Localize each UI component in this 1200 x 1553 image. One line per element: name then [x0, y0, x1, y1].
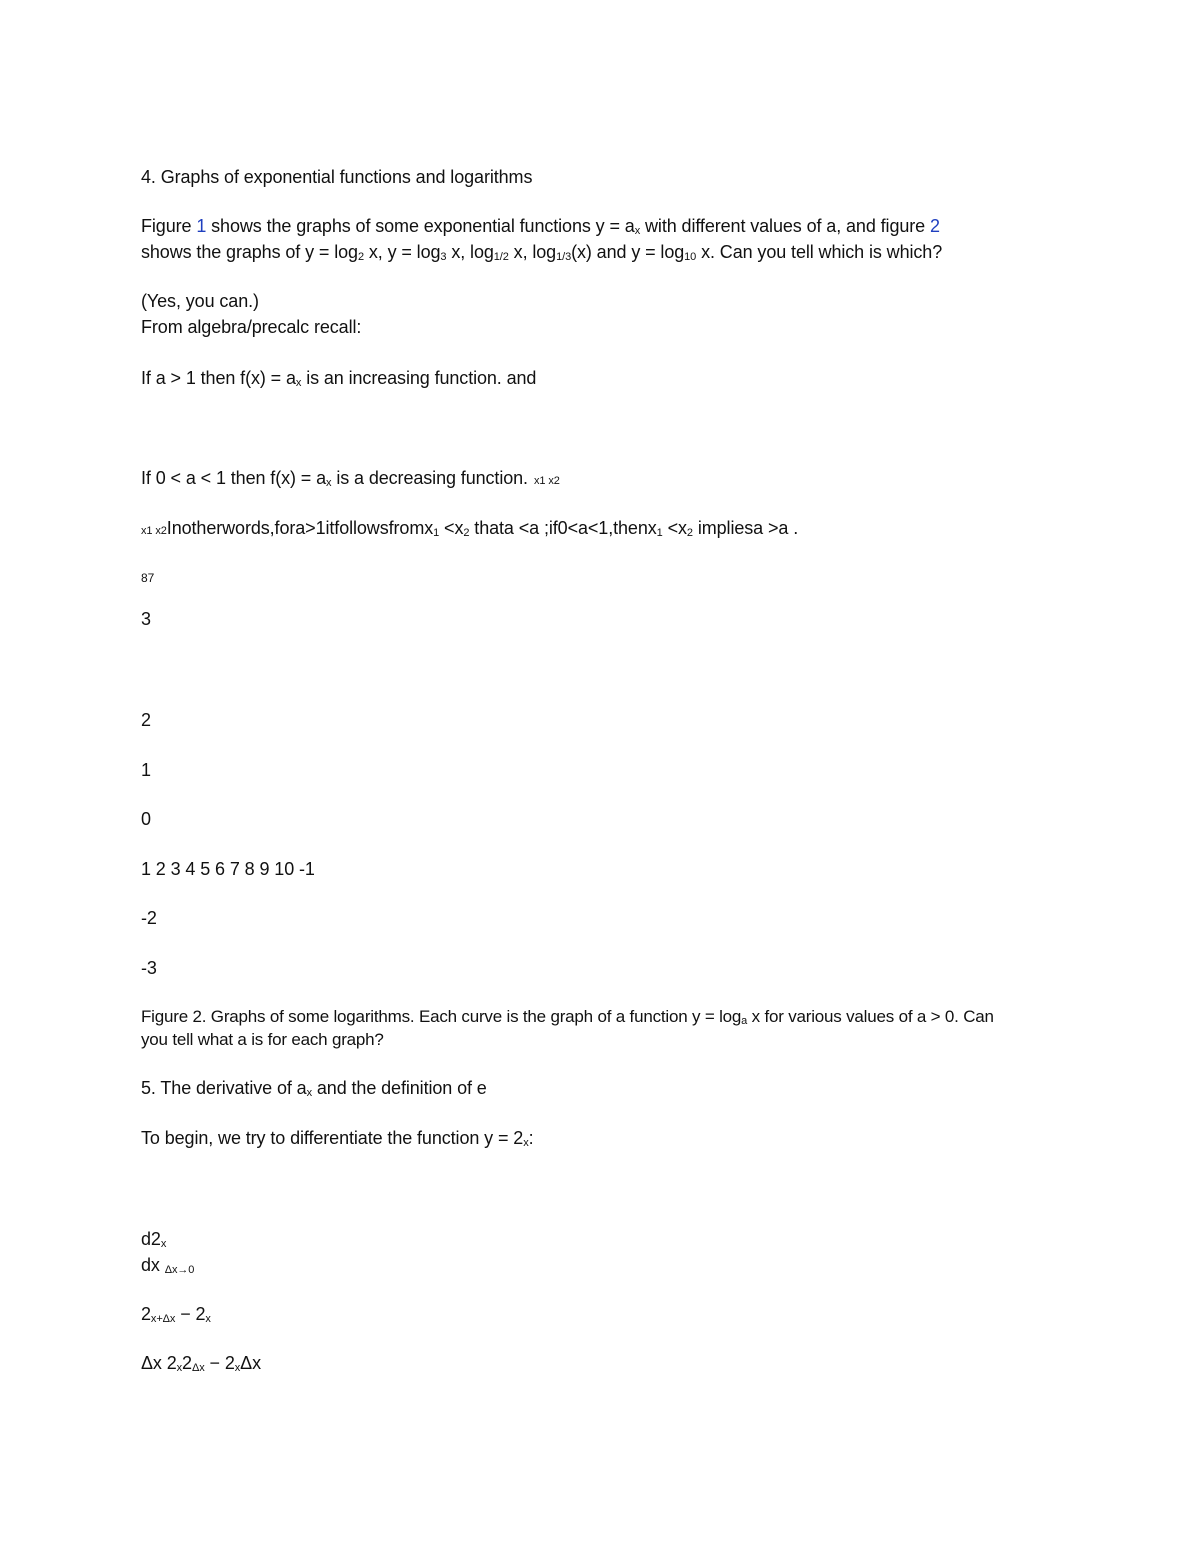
figure-2-caption-line-2 [141, 1028, 384, 1052]
text: with different values of a, and figure [640, 216, 930, 236]
text: 2 [182, 1353, 192, 1373]
text: dx [141, 1255, 160, 1275]
subscript: 2 [463, 527, 470, 539]
section-4-heading-text: 4. Graphs of exponential functions and logarithms [141, 167, 533, 187]
difference-quotient-numerator [141, 1302, 211, 1331]
subscript: 3 [440, 251, 447, 263]
subscript: x [634, 225, 641, 237]
subscript: x [295, 377, 302, 389]
subscript: x1 x2 [141, 525, 167, 537]
subscript: 2 [686, 527, 693, 539]
subscript: x [326, 477, 332, 489]
y-axis-label-minus-2 [141, 906, 157, 930]
y-axis-label-minus-3 [141, 956, 157, 980]
decreasing-function-line [141, 466, 560, 495]
text: (x) and y = log [571, 242, 685, 262]
text: : [528, 1128, 534, 1148]
text: thata <a ;if0<a<1,thenx [469, 518, 657, 538]
subscript: x [523, 1137, 529, 1149]
difference-quotient-expanded [141, 1351, 261, 1380]
text: (Yes, you can.) [141, 291, 259, 311]
subscript: x [306, 1087, 312, 1099]
subscript: 1/2 [493, 251, 509, 263]
text: and the definition of e [311, 1078, 487, 1098]
text: If 0 < a < 1 then f(x) = a [141, 468, 327, 488]
text: d2 [141, 1229, 161, 1249]
text: shows the graphs of some exponential functions y = a [206, 216, 635, 236]
text: 2 [141, 710, 151, 730]
text: Figure [141, 216, 197, 236]
recall-line [141, 315, 361, 339]
paragraph-figure-1 [141, 214, 940, 243]
text: 1 2 3 4 5 6 7 8 9 10 -1 [141, 859, 315, 879]
text: -3 [141, 958, 157, 978]
x-axis-ticks-row [141, 857, 315, 881]
yes-you-can-line [141, 289, 259, 313]
subscript: x [205, 1313, 211, 1325]
y-axis-label-2 [141, 708, 151, 732]
subscript: x [160, 1238, 167, 1250]
text: shows the graphs of y = log [141, 242, 358, 262]
figure-2-link[interactable]: 2 [929, 216, 940, 236]
text: x, log [446, 242, 494, 262]
text: Figure 2. Graphs of some logarithms. Each curve is the graph of a function y = log [141, 1007, 742, 1026]
text: is an increasing function. and [301, 368, 537, 388]
paragraph-figure-2-line [141, 240, 942, 269]
text: 2 [141, 1304, 151, 1324]
subscript: 1 [656, 527, 663, 539]
text: Inotherwords,fora>1itfollowsfromx [166, 518, 434, 538]
y-axis-label-0 [141, 807, 151, 831]
text: Δx [240, 1353, 261, 1373]
text: x, log [508, 242, 557, 262]
subscript: Δx→0 [164, 1264, 195, 1276]
text: − 2 [175, 1304, 206, 1324]
text: x for various values of a > 0. Can [747, 1007, 994, 1026]
figure-1-link[interactable]: 1 [196, 216, 207, 236]
increasing-function-line [141, 366, 536, 395]
subscript: x [234, 1362, 241, 1374]
text: − 2 [204, 1353, 235, 1373]
subscript: x1 x2 [533, 475, 560, 487]
text: 1 [141, 760, 151, 780]
subscript: Δx [191, 1362, 205, 1374]
subscript: 2 [357, 251, 364, 263]
text: impliesa >a . [692, 518, 799, 538]
text: is a decreasing function. [331, 468, 528, 488]
page-marker [141, 566, 154, 590]
text: 87 [141, 571, 155, 585]
subscript: 1/3 [556, 251, 572, 263]
subscript: a [741, 1015, 748, 1027]
section-5-heading [141, 1076, 487, 1105]
text: 3 [141, 609, 151, 629]
text: To begin, we try to differentiate the function y = 2 [141, 1128, 524, 1148]
text: From algebra/precalc recall: [141, 317, 362, 337]
text: 0 [141, 809, 151, 829]
derivative-denominator [141, 1253, 194, 1282]
text: Δx 2 [141, 1353, 177, 1373]
text: x, y = log [363, 242, 441, 262]
section-4-heading [141, 165, 532, 189]
text: <x [439, 518, 464, 538]
subscript: x [176, 1362, 183, 1374]
in-other-words-line [141, 516, 798, 545]
section-5-intro [141, 1126, 534, 1155]
text: <x [662, 518, 687, 538]
y-axis-label-1 [141, 758, 151, 782]
text: 5. The derivative of a [141, 1078, 307, 1098]
subscript: 1 [433, 527, 440, 539]
derivative-numerator [141, 1227, 166, 1256]
subscript: 10 [684, 251, 697, 263]
text: If a > 1 then f(x) = a [141, 368, 296, 388]
text: x. Can you tell which is which? [696, 242, 943, 262]
text: -2 [141, 908, 157, 928]
text: you tell what a is for each graph? [141, 1030, 384, 1049]
y-axis-label-3 [141, 607, 151, 631]
subscript: x+Δx [150, 1313, 176, 1325]
